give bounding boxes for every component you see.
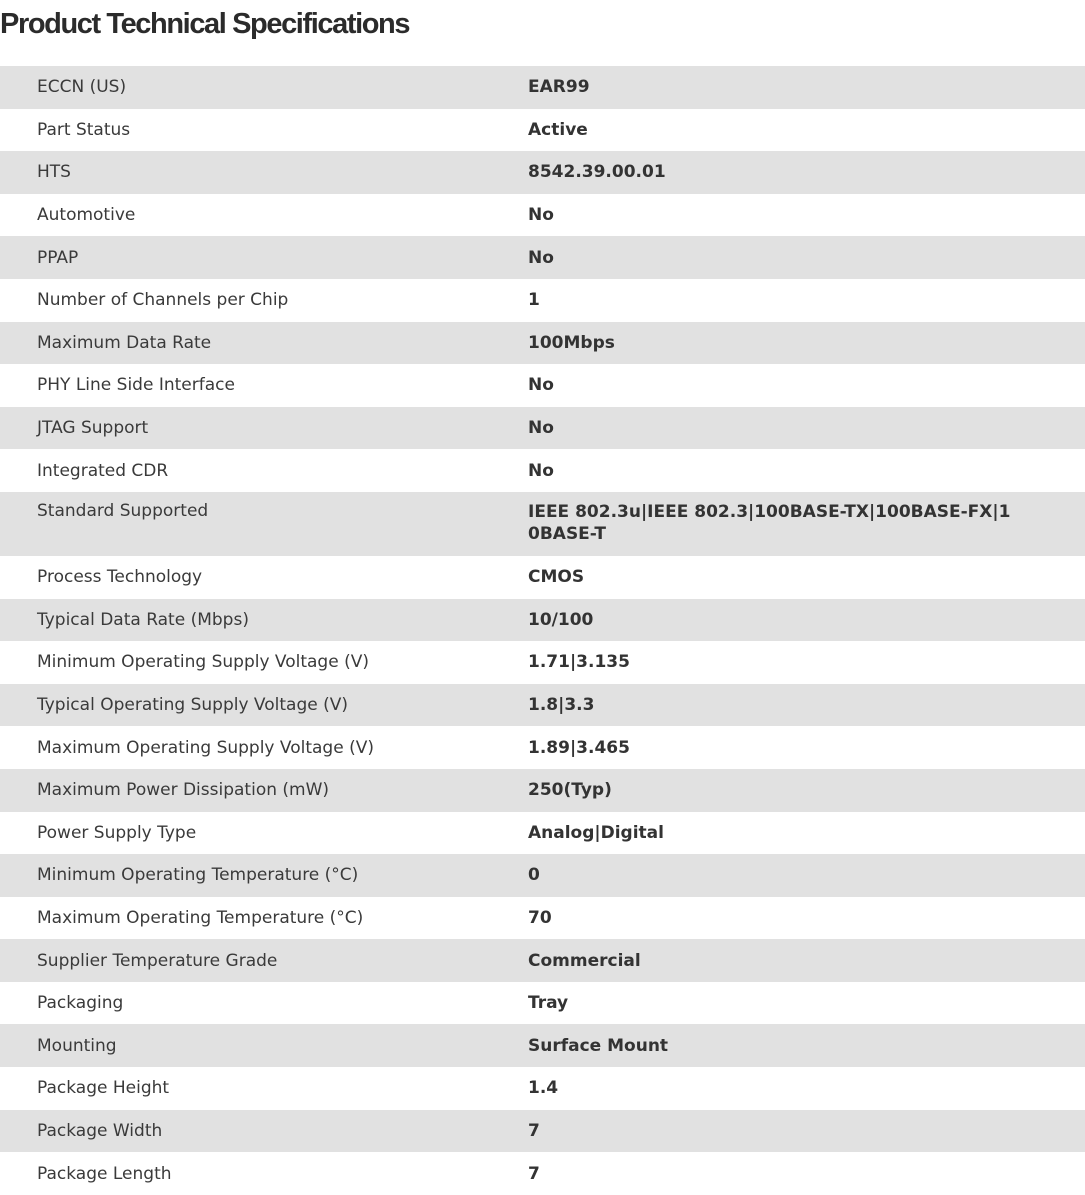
- spec-value: Surface Mount: [528, 1035, 669, 1056]
- spec-row: [0, 982, 1085, 1025]
- spec-row: [0, 726, 1085, 769]
- spec-value: 7: [528, 1163, 540, 1184]
- spec-row: [0, 556, 1085, 599]
- spec-row: [0, 641, 1085, 684]
- spec-value: 0: [528, 865, 540, 886]
- spec-label: JTAG Support: [37, 418, 149, 439]
- spec-value: 1.71|3.135: [528, 652, 630, 673]
- spec-label: Part Status: [37, 119, 131, 140]
- spec-label: Number of Channels per Chip: [37, 290, 289, 311]
- spec-row: [0, 279, 1085, 322]
- spec-value: 7: [528, 1120, 540, 1141]
- spec-value: No: [528, 247, 554, 268]
- spec-row: [0, 109, 1085, 152]
- spec-row: [0, 854, 1085, 897]
- spec-label: Packaging: [37, 993, 124, 1014]
- page-title: Product Technical Specifications: [0, 8, 410, 40]
- spec-row: [0, 684, 1085, 727]
- spec-row: [0, 236, 1085, 279]
- spec-row: [0, 939, 1085, 982]
- spec-label: Maximum Operating Supply Voltage (V): [37, 737, 374, 758]
- spec-label: HTS: [37, 162, 71, 183]
- spec-label: Minimum Operating Temperature (°C): [37, 865, 359, 886]
- spec-value: 250(Typ): [528, 780, 612, 801]
- spec-label: Integrated CDR: [37, 460, 169, 481]
- spec-label: Power Supply Type: [37, 822, 197, 843]
- spec-row: [0, 66, 1085, 109]
- spec-value: 1.89|3.465: [528, 737, 630, 758]
- spec-label: Package Width: [37, 1120, 163, 1141]
- spec-label: PPAP: [37, 247, 79, 268]
- spec-row: [0, 1110, 1085, 1153]
- spec-value: 70: [528, 907, 552, 928]
- spec-label: Minimum Operating Supply Voltage (V): [37, 652, 369, 673]
- spec-row: [0, 1067, 1085, 1110]
- spec-value: 1.8|3.3: [528, 695, 595, 716]
- spec-label: ECCN (US): [37, 77, 127, 98]
- spec-label: Standard Supported: [37, 500, 209, 521]
- spec-row: [0, 151, 1085, 194]
- spec-table: [0, 66, 1085, 1195]
- spec-row: [0, 897, 1085, 940]
- spec-value: Tray: [528, 993, 569, 1014]
- spec-value: No: [528, 205, 554, 226]
- spec-label: Supplier Temperature Grade: [37, 950, 278, 971]
- spec-value: IEEE 802.3u|IEEE 802.3|100BASE-TX|100BASE-FX|10BASE-T: [528, 501, 1011, 544]
- spec-label: PHY Line Side Interface: [37, 375, 235, 396]
- spec-value: 100Mbps: [528, 332, 615, 353]
- spec-row: [0, 812, 1085, 855]
- spec-label: Typical Data Rate (Mbps): [37, 609, 249, 630]
- spec-row: [0, 322, 1085, 365]
- spec-value: Active: [528, 119, 588, 140]
- spec-value: 1.4: [528, 1078, 559, 1099]
- spec-row: [0, 1024, 1085, 1067]
- spec-row: [0, 769, 1085, 812]
- spec-label: Package Length: [37, 1163, 172, 1184]
- spec-label: Package Height: [37, 1078, 170, 1099]
- spec-row: [0, 599, 1085, 642]
- spec-value: No: [528, 460, 554, 481]
- spec-row: [0, 364, 1085, 407]
- spec-value: 10/100: [528, 609, 594, 630]
- spec-value: 8542.39.00.01: [528, 162, 666, 183]
- spec-value: Commercial: [528, 950, 641, 971]
- spec-label: Maximum Data Rate: [37, 332, 212, 353]
- spec-row: [0, 407, 1085, 450]
- spec-row: [0, 449, 1085, 492]
- spec-value: 1: [528, 290, 540, 311]
- spec-value: No: [528, 418, 554, 439]
- spec-row: [0, 492, 1085, 556]
- spec-label: Automotive: [37, 205, 136, 226]
- spec-value: CMOS: [528, 567, 585, 588]
- spec-label: Maximum Power Dissipation (mW): [37, 780, 330, 801]
- spec-value: No: [528, 375, 554, 396]
- spec-row: [0, 1152, 1085, 1195]
- spec-value: EAR99: [528, 77, 590, 98]
- spec-label: Mounting: [37, 1035, 117, 1056]
- spec-label: Maximum Operating Temperature (°C): [37, 907, 364, 928]
- spec-label: Process Technology: [37, 567, 203, 588]
- spec-label: Typical Operating Supply Voltage (V): [37, 695, 348, 716]
- spec-row: [0, 194, 1085, 237]
- spec-value: Analog|Digital: [528, 822, 664, 843]
